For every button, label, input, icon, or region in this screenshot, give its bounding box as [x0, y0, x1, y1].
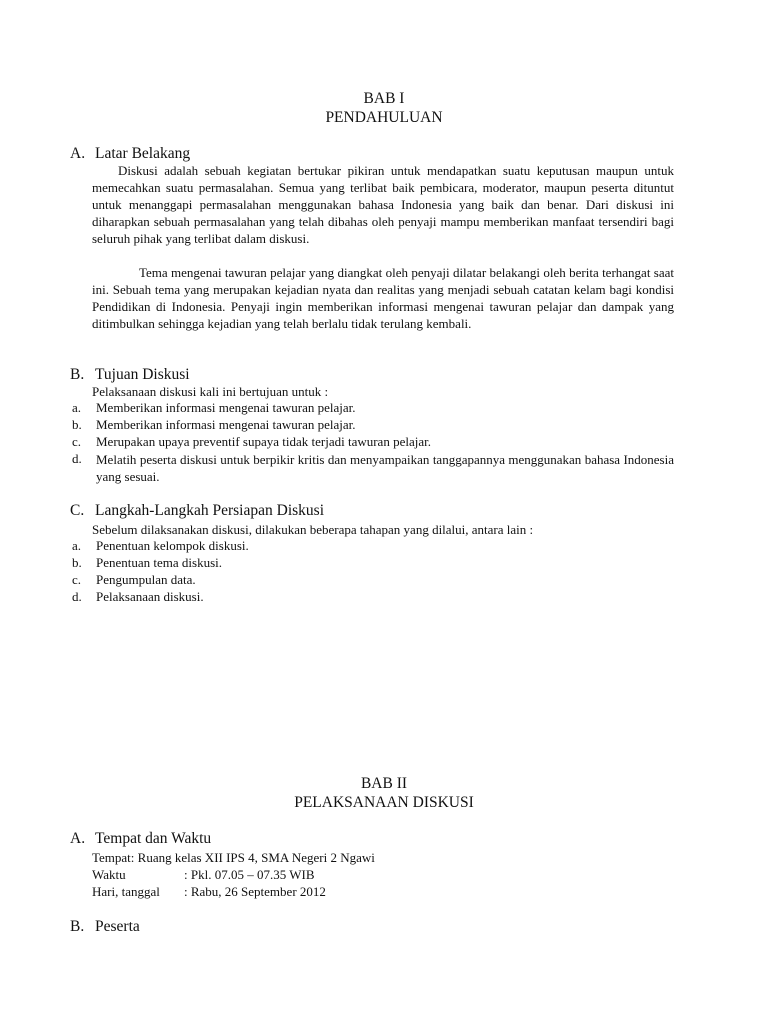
- list-text: Melatih peserta diskusi untuk berpikir kritis dan menyampaikan tanggapannya menggunakan bahasa Indonesia yang sesuai.: [96, 452, 674, 484]
- hari-line: [92, 883, 326, 900]
- list-item: [0, 451, 768, 485]
- section-a-title: Latar Belakang: [95, 145, 191, 162]
- list-marker: a.: [72, 400, 82, 415]
- waktu-label: Waktu: [92, 867, 126, 882]
- chapter-title: PENDAHULUAN: [325, 109, 443, 126]
- section-b-title: Tujuan Diskusi: [95, 366, 190, 383]
- list-marker: b.: [72, 417, 82, 432]
- list-text: Pengumpulan data.: [96, 572, 196, 587]
- list-item: [0, 434, 768, 451]
- tujuan-intro: Pelaksanaan diskusi kali ini bertujuan untuk :: [92, 384, 329, 399]
- list-text: Penentuan tema diskusi.: [96, 555, 223, 570]
- list-marker: d.: [72, 589, 82, 604]
- list-text: Merupakan upaya preventif supaya tidak terjadi tawuran pelajar.: [96, 434, 431, 449]
- waktu-value: : Pkl. 07.05 – 07.35 WIB: [184, 867, 315, 882]
- list-item: [0, 538, 768, 555]
- list-text: Memberikan informasi mengenai tawuran pelajar.: [96, 417, 356, 432]
- list-item: [0, 400, 768, 417]
- list-item: [0, 417, 768, 434]
- list-item: [0, 589, 768, 606]
- langkah-intro: Sebelum dilaksanakan diskusi, dilakukan beberapa tahapan yang dilalui, antara lain :: [92, 522, 534, 537]
- list-text: Pelaksanaan diskusi.: [96, 589, 204, 604]
- waktu-line: [92, 866, 315, 883]
- list-marker: b.: [72, 555, 82, 570]
- section-c-marker: C.: [70, 502, 85, 519]
- section-2b-title: Peserta: [95, 918, 140, 935]
- hari-value: : Rabu, 26 September 2012: [184, 884, 326, 899]
- list-text: Memberikan informasi mengenai tawuran pelajar.: [96, 400, 356, 415]
- tempat-line: Tempat: Ruang kelas XII IPS 4, SMA Negeri 2 Ngawi: [92, 850, 375, 865]
- list-item: [0, 572, 768, 589]
- latar-belakang-paragraph-1: Diskusi adalah sebuah kegiatan bertukar pikiran untuk mendapatkan suatu keputusan maupun untuk memecahkan suatu permasalahan. Semua yang terlibat baik pembicara, moderator, maupun peserta dituntut untuk menanggapi permasalahan menggunakan bahasa Indonesia yang baik dan benar. Dari diskusi ini diharapkan sebuah permasalahan yang telah dibahas oleh penyaji mampu memberikan manfaat tersendiri bagi seluruh pihak yang terlibat dalam diskusi.: [92, 163, 674, 246]
- section-a-marker: A.: [70, 145, 86, 162]
- section-b-marker: B.: [70, 366, 85, 383]
- hari-label: Hari, tanggal: [92, 884, 160, 899]
- section-c-title: Langkah-Langkah Persiapan Diskusi: [95, 502, 324, 519]
- chapter-label: BAB I: [363, 90, 405, 107]
- list-text: Penentuan kelompok diskusi.: [96, 538, 249, 553]
- latar-belakang-paragraph-2: Tema mengenai tawuran pelajar yang diangkat oleh penyaji dilatar belakangi oleh berita terhangat saat ini. Sebuah tema yang merupakan kejadian nyata dan realitas yang menjadi sebuah catatan kelam bagi kondisi Pendidikan di Indonesia. Penyaji ingin memberikan informasi mengenai tawuran pelajar dan dampak yang ditimbulkan sehingga kejadian yang telah berlalu tidak terulang kembali.: [92, 265, 674, 331]
- list-marker: a.: [72, 538, 82, 553]
- section-2a-marker: A.: [70, 830, 86, 847]
- section-2b-marker: B.: [70, 918, 85, 935]
- chapter-2-title: PELAKSANAAN DISKUSI: [294, 794, 474, 811]
- chapter-2-label: BAB II: [360, 775, 408, 792]
- section-2a-title: Tempat dan Waktu: [95, 830, 212, 847]
- list-marker: c.: [72, 434, 82, 449]
- list-marker: c.: [72, 572, 82, 587]
- list-marker: d.: [72, 451, 82, 466]
- list-item: [0, 555, 768, 572]
